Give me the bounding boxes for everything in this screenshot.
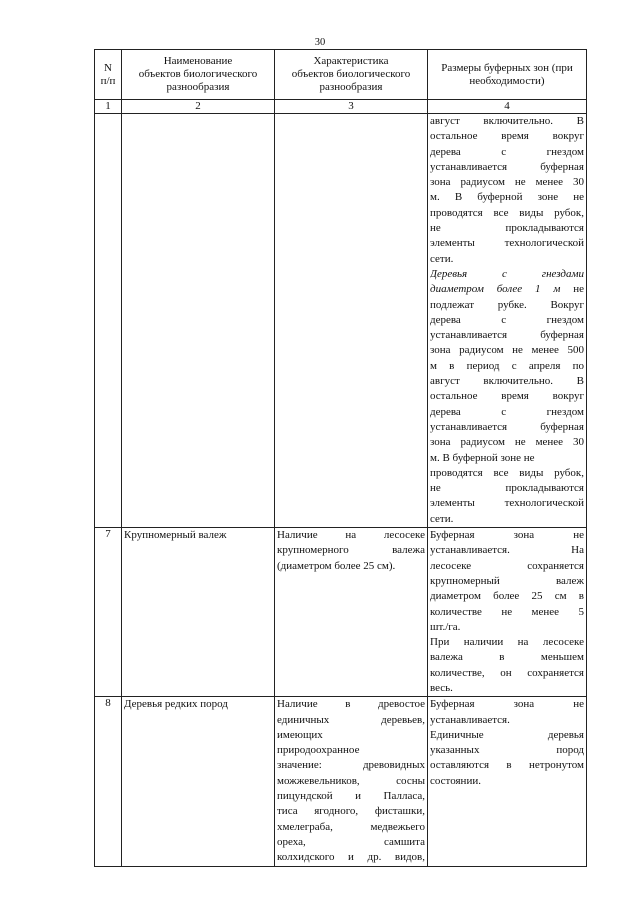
text-line: м. В буферной зоне не <box>430 191 584 204</box>
text-line: Наличие на лесосеке <box>277 529 425 542</box>
text-line: проводятся все виды рубок, <box>430 466 584 479</box>
text-line: дерева с гнездом <box>430 313 584 326</box>
text-line: можжевельников, сосны <box>277 774 425 787</box>
object-characteristic <box>275 697 428 866</box>
text-line: лесосеке сохраняется <box>430 559 584 572</box>
text-line: м в период с апреля по <box>430 359 584 372</box>
header-line: разнообразия <box>319 81 383 93</box>
object-name <box>122 697 275 866</box>
text-line: Буферная зона не <box>430 529 584 542</box>
text-line: (диаметром более 25 см). <box>277 559 396 572</box>
table-row <box>95 697 587 866</box>
text-line: не прокладываются <box>430 222 584 235</box>
header-line: Размеры буферных зон (при <box>441 61 573 74</box>
column-number: 3 <box>275 100 428 114</box>
table-row <box>95 528 587 697</box>
text-line: дерева с гнездом <box>430 405 584 418</box>
text-line: устанавливается буферная <box>430 420 584 433</box>
italic-phrase: диаметром более 1 м <box>430 283 561 296</box>
text-line: август включительно. В <box>430 375 584 388</box>
text-line: не прокладываются <box>430 482 584 495</box>
column-number-row <box>95 100 587 114</box>
table-header-row <box>95 50 587 100</box>
header-line: Наименование <box>163 55 233 67</box>
text-line: колхидского и др. видов, <box>277 851 425 864</box>
text-line: валежа в меньшем <box>430 651 584 664</box>
text-line: Буферная зона не <box>430 698 584 711</box>
header-line: разнообразия <box>166 81 230 93</box>
text-line: зона радиусом не менее 500 <box>430 344 584 357</box>
text-line: устанавливается. <box>430 713 510 726</box>
text-line: устанавливается. На <box>430 544 584 557</box>
text-line: весь. <box>430 681 453 694</box>
text-line: м. В буферной зоне не <box>430 451 535 464</box>
text-line: имеющих <box>277 728 323 741</box>
text-line <box>430 282 584 297</box>
text-line: значение: древовидных <box>277 759 425 772</box>
text-line: подлежат рубке. Вокруг <box>430 298 584 311</box>
header-col-buffer-size <box>428 50 587 100</box>
text-line: зона радиусом не менее 30 <box>430 176 584 189</box>
text-line: диаметром более 25 см в <box>430 590 584 603</box>
header-line: объектов биологического <box>291 68 411 80</box>
row-number: 7 <box>95 528 122 697</box>
row-number <box>95 114 122 528</box>
line-tail: не <box>560 283 584 296</box>
buffer-zone-table <box>94 49 587 867</box>
text-line: шт./га. <box>430 620 461 633</box>
text-line: хмелеграба, медвежьего <box>277 820 425 833</box>
header-col-number <box>95 50 122 100</box>
text-line: крупномерный валеж <box>430 574 584 587</box>
object-name <box>122 114 275 528</box>
buffer-zone-text <box>428 114 587 528</box>
row-number: 8 <box>95 697 122 866</box>
text-line: крупномерного валежа <box>277 544 425 557</box>
object-characteristic <box>275 528 428 697</box>
column-number: 1 <box>95 100 122 114</box>
header-line: N <box>104 61 112 74</box>
text-line: август включительно. В <box>430 115 584 127</box>
text-line: остальное время вокруг <box>430 390 584 403</box>
text-line: сети. <box>430 512 454 525</box>
header-col-name <box>122 50 275 100</box>
column-number: 2 <box>122 100 275 114</box>
header-col-characteristic <box>275 50 428 100</box>
text-line: указанных пород <box>430 744 584 757</box>
page-number: 30 <box>314 37 326 48</box>
text-line: дерева с гнездом <box>430 145 584 158</box>
text-line: зона радиусом не менее 30 <box>430 436 584 449</box>
text-line: тиса ягодного, фисташки, <box>277 805 425 818</box>
text-line: Наличие в древостое <box>277 698 425 711</box>
text-line: устанавливается буферная <box>430 160 584 173</box>
header-line: необходимости) <box>469 74 545 87</box>
text-line: элементы технологической <box>430 237 584 250</box>
text-line: элементы технологической <box>430 497 584 510</box>
text-line: единичных деревьев, <box>277 713 425 726</box>
text-line: состоянии. <box>430 774 481 787</box>
text-line: ореха, самшита <box>277 835 425 848</box>
text-line: Крупномерный валеж <box>124 529 227 542</box>
text-line: количестве, он сохраняется <box>430 666 584 679</box>
text-line: пицундской и Палласа, <box>277 790 425 803</box>
object-name <box>122 528 275 697</box>
buffer-zone-text <box>428 697 587 866</box>
text-line: оставляются в нетронутом <box>430 759 584 772</box>
text-line: проводятся все виды рубок, <box>430 206 584 219</box>
buffer-zone-text <box>428 528 587 697</box>
text-line: Деревья редких пород <box>124 698 228 711</box>
text-line: остальное время вокруг <box>430 130 584 143</box>
header-line: Характеристика <box>313 55 389 67</box>
text-line: сети. <box>430 252 454 265</box>
text-line: Деревья с гнездами <box>430 267 584 280</box>
text-line: При наличии на лесосеке <box>430 636 584 649</box>
header-line: п/п <box>100 74 116 87</box>
text-line: природоохранное <box>277 744 360 757</box>
object-characteristic <box>275 114 428 528</box>
table-row <box>95 114 587 528</box>
text-line: устанавливается буферная <box>430 329 584 342</box>
text-line: Единичные деревья <box>430 728 584 741</box>
text-line: количестве не менее 5 <box>430 605 584 618</box>
header-line: объектов биологического <box>138 68 258 80</box>
column-number: 4 <box>428 100 587 114</box>
